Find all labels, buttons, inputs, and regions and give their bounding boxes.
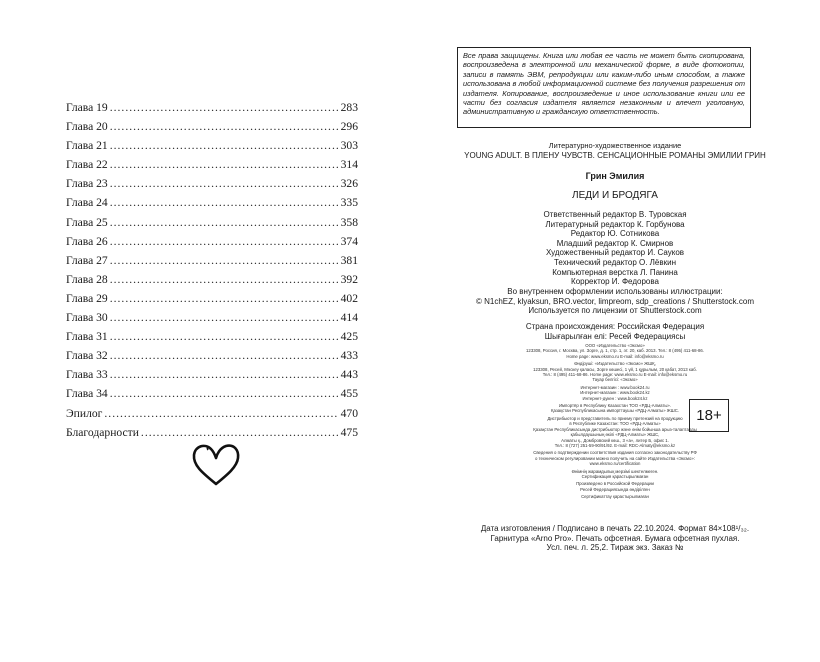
imprint-line: 123308, Россия, г. Москва, ул. Зорге, д. 1, стр. 1, эт. 20, каб. 2013. Тел.: 8 (495) 411-68-86.: [526, 348, 704, 354]
toc-leader: [110, 174, 339, 193]
toc-row: [66, 270, 358, 289]
toc-page: 303: [340, 139, 358, 153]
imprint-line: Өндіруші: «Издательство «Эксмо» ЖШҚ,: [574, 361, 656, 367]
imprint-line: о техническом регулировании можно получить на сайте Издательства «Эксмо»:: [535, 455, 695, 461]
print-info-line: Дата изготовления / Подписано в печать 22.10.2024. Формат 84×108¹/₃₂.: [480, 524, 750, 533]
credit-line: Литературный редактор К. Горбунова: [545, 219, 685, 229]
imprint-line: Тауар белгісі: «Эксмо»: [592, 377, 638, 383]
toc-leader: [110, 384, 339, 403]
imprint-group: [480, 481, 750, 492]
toc-leader: [110, 251, 339, 270]
toc-page: 402: [340, 291, 358, 305]
toc-title: Глава 20: [66, 120, 108, 134]
print-info-line: Гарнитура «Arno Pro». Печать офсетная. Бумага офсетная пухлая.: [490, 533, 740, 543]
toc-page: 425: [340, 330, 358, 344]
toc-title: Глава 19: [66, 101, 108, 114]
imprint-group: [480, 494, 750, 499]
imprint-line: Импортёр в Республику Казахстан ТОО «РДЦ-Алматы».: [558, 403, 672, 409]
imprint-line: 123308, Ресей, Мәскеу қаласы, Зорге көшесі, 1 үй, 1 құрылым, 20 қабат, 2013 каб.: [533, 366, 697, 372]
imprint-line: в Республике Казахстан: ТОО «РДЦ-Алматы»: [569, 421, 661, 427]
imprint-line: ООО «Издательство «Эксмо»: [585, 343, 645, 348]
toc-row: [66, 232, 358, 251]
toc-row: [66, 365, 358, 384]
toc-title: Глава 31: [66, 330, 108, 344]
imprint-line: Сертификаттау қарастырылмаған: [581, 494, 649, 500]
toc-row: [66, 384, 358, 403]
toc-leader: [110, 98, 339, 117]
toc-page: 326: [340, 177, 358, 191]
toc-title: Эпилог: [66, 406, 103, 420]
toc-title: Благодарности: [66, 425, 139, 439]
toc-title: Глава 27: [66, 253, 108, 267]
imprint-line: Интернет-дүкен : www.book24.kz: [582, 395, 648, 401]
toc-title: Глава 34: [66, 387, 108, 401]
imprint-line: Сведения о подтверждении соответствия издания согласно законодательству РФ: [533, 450, 697, 456]
toc-title: Глава 24: [66, 196, 108, 210]
toc-leader: [104, 404, 338, 423]
imprint-group: [480, 469, 750, 480]
origin-line: Шығарылған елі: Ресей Федерациясы: [544, 331, 686, 341]
toc-row: [66, 404, 358, 423]
toc-page: 443: [340, 368, 358, 382]
imprint-line: Тел.: 8 (727) 251-59-90/91/92. E-mail: RDC-Almaty@eksmo.kz: [554, 442, 676, 448]
imprint-group: [480, 450, 750, 466]
credit-line: Художественный редактор И. Сауков: [545, 248, 685, 258]
credit-line: Младший редактор К. Смирнов: [556, 238, 674, 248]
author-name: Грин Эмилия: [585, 171, 645, 181]
credit-line: Ответственный редактор В. Туровская: [543, 210, 687, 219]
toc-title: Глава 26: [66, 234, 108, 248]
toc-page: 283: [340, 101, 358, 114]
toc-title: Глава 29: [66, 291, 108, 305]
toc-title: Глава 22: [66, 158, 108, 172]
toc-title: Глава 28: [66, 272, 108, 286]
toc-row: [66, 289, 358, 308]
imprint-line: Қазақстан Республикасында дистрибьютор және өнім бойынша арыз-талаптарды: [533, 426, 697, 432]
toc-page: 296: [340, 120, 358, 134]
right-page: [410, 0, 820, 662]
heart-icon: [190, 440, 242, 488]
toc-page: 374: [340, 234, 358, 248]
toc-page: 381: [340, 253, 358, 267]
toc-page: 314: [340, 158, 358, 172]
print-info-line: Усл. печ. л. 25,2. Тираж экз. Заказ №: [546, 543, 684, 553]
toc-row: [66, 193, 358, 212]
toc-row: [66, 327, 358, 346]
credit-line: Технический редактор О. Лёвкин: [553, 257, 676, 267]
toc-row: [66, 117, 358, 136]
toc-leader: [141, 423, 339, 442]
imprint-line: қабылдаушының өкілі «РДЦ-Алматы» ЖШС,: [570, 432, 660, 438]
toc-title: Глава 21: [66, 139, 108, 153]
rights-notice-text: Все права защищены. Книга или любая ее часть не может быть скопирована, воспроизведена в электронной или механической форме, в виде фотокопии, записи в память ЭВМ, репродукции или каким-либо иным способом, а также использована в любой информационной системе без получения разрешения от издателя. Копирование, воспроизведение и иное использование книги или ее части без согласия издателя является незаконным и влечет уголовную, административную и гражданскую ответственность.: [463, 51, 745, 117]
toc-page: 392: [340, 272, 358, 286]
imprint-line: Дистрибьютор и представитель по приему претензий на продукцию: [547, 415, 683, 421]
series-title: YOUNG ADULT. В ПЛЕНУ ЧУВСТВ. СЕНСАЦИОННЫЕ РОМАНЫ ЭМИЛИИ ГРИН: [464, 151, 766, 160]
imprint-line: www.eksmo.ru/certification: [589, 461, 641, 467]
toc-leader: [110, 136, 339, 155]
toc-row: [66, 155, 358, 174]
toc-page: 470: [340, 406, 358, 420]
toc-row: [66, 98, 358, 117]
illustration-line: Во внутреннем оформлении использованы иллюстрации:: [507, 287, 723, 296]
toc-leader: [110, 193, 339, 212]
table-of-contents: [66, 98, 358, 442]
toc-title: Глава 32: [66, 349, 108, 363]
toc-leader: [110, 117, 339, 136]
genre-label: Литературно-художественное издание: [548, 141, 682, 150]
imprint-line: Сертификация қарастырылмаған: [581, 473, 649, 479]
imprint-line: Ресей Федерациясында өндірілген: [580, 486, 650, 492]
toc-leader: [110, 232, 339, 251]
illustration-line: Используется по лицензии от Shutterstock.com: [528, 306, 702, 316]
age-rating-badge: 18+: [689, 399, 729, 432]
toc-title: Глава 33: [66, 368, 108, 382]
book-title: ЛЕДИ И БРОДЯГА: [572, 190, 658, 201]
toc-leader: [110, 289, 339, 308]
toc-leader: [110, 365, 339, 384]
toc-page: 335: [340, 196, 358, 210]
credit-line: Компьютерная верстка Л. Панина: [552, 267, 678, 277]
toc-row: [66, 308, 358, 327]
credits-list: [410, 210, 820, 287]
imprint-line: Home page: www.eksmo.ru E-mail: info@eksmo.ru: [566, 353, 664, 359]
credit-line: Редактор Ю. Сотникова: [570, 229, 660, 239]
toc-page: 433: [340, 349, 358, 363]
toc-row: [66, 346, 358, 365]
country-of-origin: [410, 322, 820, 341]
illustration-line: © N1chEZ, klyaksun, BRO.vector, limpreom, sdp_creations / Shutterstock.com: [476, 296, 754, 306]
toc-row: [66, 174, 358, 193]
imprint-line: Произведено в Российской Федерации: [576, 481, 654, 487]
toc-leader: [110, 346, 339, 365]
illustrations-credit: [410, 287, 820, 316]
toc-title: Глава 23: [66, 177, 108, 191]
print-details: [410, 524, 820, 553]
toc-leader: [110, 270, 339, 289]
toc-leader: [110, 327, 339, 346]
toc-page: 475: [340, 425, 358, 439]
imprint-line: Қазақстан Республикасына импорттаушы «РДЦ-Алматы» ЖШС.: [550, 408, 679, 414]
credit-line: Корректор И. Федорова: [571, 277, 659, 287]
rights-notice-box: [457, 47, 751, 128]
imprint-group: [480, 361, 750, 383]
imprint-group: [480, 343, 750, 359]
toc-title: Глава 30: [66, 311, 108, 325]
imprint-line: Тел.: 8 (495) 411-68-86. Home page: www.eksmo.ru E-mail: info@eksmo.ru: [542, 372, 688, 378]
imprint-line: Интернет-магазин : www.book24.kz: [580, 390, 650, 396]
toc-leader: [110, 213, 339, 232]
toc-leader: [110, 308, 339, 327]
toc-row: [66, 213, 358, 232]
imprint-line: Алматы қ., Домбровский көш., 3 «а», литер Б, офис 1.: [561, 437, 669, 443]
origin-line: Страна происхождения: Российская Федерация: [525, 322, 705, 331]
toc-leader: [110, 155, 339, 174]
toc-row: [66, 251, 358, 270]
imprint-line: Интернет-магазин : www.book24.ru: [580, 384, 650, 390]
toc-page: 455: [340, 387, 358, 401]
toc-row: [66, 423, 358, 442]
toc-title: Глава 25: [66, 215, 108, 229]
imprint-line: Өнімнің жарамдылық мерзімі шектелмеген.: [571, 468, 659, 474]
toc-row: [66, 136, 358, 155]
toc-page: 358: [340, 215, 358, 229]
toc-page: 414: [340, 311, 358, 325]
